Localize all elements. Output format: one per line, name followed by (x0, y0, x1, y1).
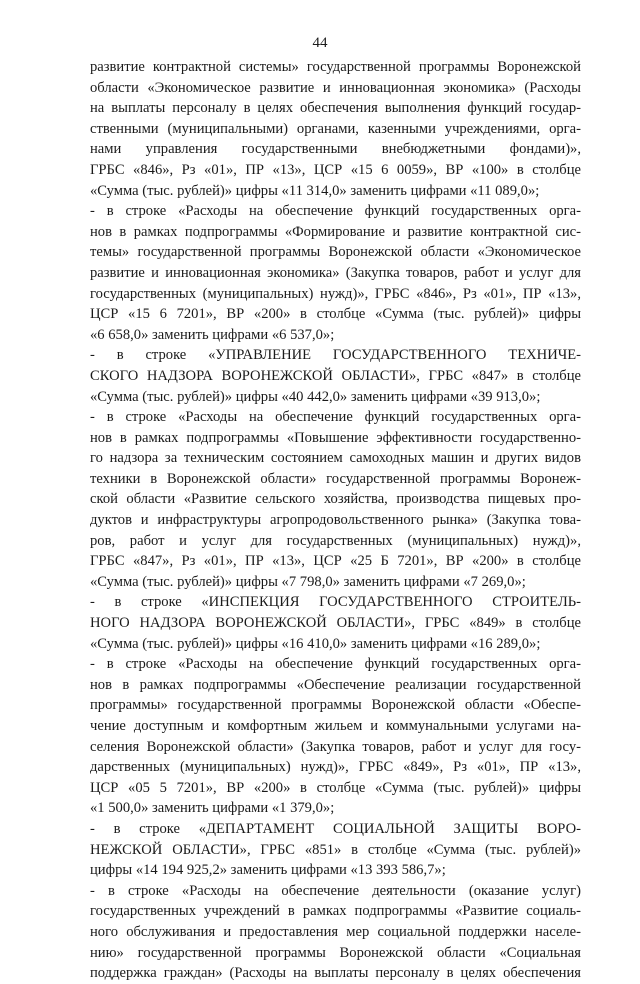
text-line: дуктов и инфраструктуры агропродовольственного рынка» (Закупка това- (90, 512, 581, 529)
text-line: «Сумма (тыс. рублей)» цифры «40 442,0» заменить цифрами «39 913,0»; (90, 388, 541, 405)
text-line: чение доступным и комфортным жильем и коммунальными услугами на- (90, 718, 581, 734)
text-line: государственных учреждений в рамках подпрограммы «Развитие социаль- (90, 903, 581, 920)
text-line: темы» государственной программы Воронежской области «Экономическое (90, 244, 581, 261)
text-line: ственными (муниципальными) органами, казенными учреждениями, орга- (90, 120, 581, 137)
text-line: - в строке «УПРАВЛЕНИЕ ГОСУДАРСТВЕННОГО ТЕХНИЧЕ- (90, 347, 581, 364)
text-line: нов в рамках подпрограммы «Повышение эффективности государственно- (90, 429, 581, 446)
text-line: - в строке «Расходы на обеспечение функций государственных орга- (90, 656, 581, 673)
text-line: селения Воронежской области» (Закупка товаров, работ и услуг для госу- (90, 738, 581, 755)
text-line: ГРБС «847», Рз «01», ПР «13», ЦСР «25 Б 7201», ВР «200» в столбце (90, 553, 581, 570)
text-line: - в строке «Расходы на обеспечение функций государственных орга- (90, 409, 581, 426)
body-text (90, 57, 581, 984)
text-line: нию» государственной программы Воронежской области «Социальная (90, 944, 581, 961)
text-line: программы» государственной программы Воронежской области «Обеспе- (90, 697, 581, 714)
text-line: НЕЖСКОЙ ОБЛАСТИ», ГРБС «851» в столбце «Сумма (тыс. рублей)» (90, 841, 581, 858)
text-line: на выплаты персоналу в целях обеспечения выполнения функций государ- (90, 100, 581, 117)
text-line: ров, работ и услуг для государственных (муниципальных) нужд)», (90, 532, 581, 549)
text-line: НОГО НАДЗОРА ВОРОНЕЖСКОЙ ОБЛАСТИ», ГРБС «849» в столбце (90, 615, 581, 632)
text-line: развитие контрактной системы» государственной программы Воронежской (90, 59, 581, 75)
text-line: ЦСР «15 6 7201», ВР «200» в столбце «Сумма (тыс. рублей)» цифры (90, 306, 581, 323)
text-line: го надзора за техническим состоянием самоходных машин и других видов (90, 450, 581, 467)
text-line: «6 658,0» заменить цифрами «6 537,0»; (90, 326, 335, 343)
text-line: «Сумма (тыс. рублей)» цифры «16 410,0» заменить цифрами «16 289,0»; (90, 635, 541, 652)
text-line: ного обслуживания и предоставления мер социальной поддержки населе- (90, 923, 581, 940)
text-line: СКОГО НАДЗОРА ВОРОНЕЖСКОЙ ОБЛАСТИ», ГРБС «847» в столбце (90, 367, 581, 384)
text-line: нов в рамках подпрограммы «Формирование и развитие контрактной сис- (90, 223, 581, 240)
text-line: нов в рамках подпрограммы «Обеспечение реализации государственной (90, 676, 581, 693)
text-line: ЦСР «05 5 7201», ВР «200» в столбце «Сумма (тыс. рублей)» цифры (90, 779, 581, 796)
text-line: нами управления государственными внебюджетными фондами)», (90, 141, 581, 158)
text-line: «1 500,0» заменить цифрами «1 379,0»; (90, 800, 335, 817)
page-number: 44 (312, 35, 328, 51)
text-line: дарственных (муниципальных) нужд)», ГРБС «849», Рз «01», ПР «13», (90, 759, 581, 776)
text-line: - в строке «ДЕПАРТАМЕНТ СОЦИАЛЬНОЙ ЗАЩИТЫ ВОРО- (90, 820, 581, 837)
text-line: ГРБС «846», Рз «01», ПР «13», ЦСР «15 6 0059», ВР «100» в столбце (90, 161, 581, 178)
text-line: техники в Воронежской области» государственной программы Воронеж- (90, 470, 581, 487)
text-line: ской области «Развитие сельского хозяйства, производства пищевых про- (90, 491, 581, 508)
text-line: государственных (муниципальных) нужд)», ГРБС «846», Рз «01», ПР «13», (90, 285, 581, 302)
text-line: развитие и инновационная экономика» (Закупка товаров, работ и услуг для (90, 264, 581, 281)
text-line: «Сумма (тыс. рублей)» цифры «7 798,0» заменить цифрами «7 269,0»; (90, 573, 526, 590)
text-line: цифры «14 194 925,2» заменить цифрами «13 393 586,7»; (90, 862, 446, 879)
text-line: поддержка граждан» (Расходы на выплаты персоналу в целях обеспечения (90, 965, 581, 982)
text-line: - в строке «Расходы на обеспечение функций государственных орга- (90, 203, 581, 220)
text-line: «Сумма (тыс. рублей)» цифры «11 314,0» заменить цифрами «11 089,0»; (90, 182, 540, 199)
text-line: области «Экономическое развитие и инновационная экономика» (Расходы (90, 79, 581, 96)
text-line: - в строке «Расходы на обеспечение деятельности (оказание услуг) (90, 882, 581, 899)
text-line: - в строке «ИНСПЕКЦИЯ ГОСУДАРСТВЕННОГО СТРОИТЕЛЬ- (90, 594, 581, 611)
